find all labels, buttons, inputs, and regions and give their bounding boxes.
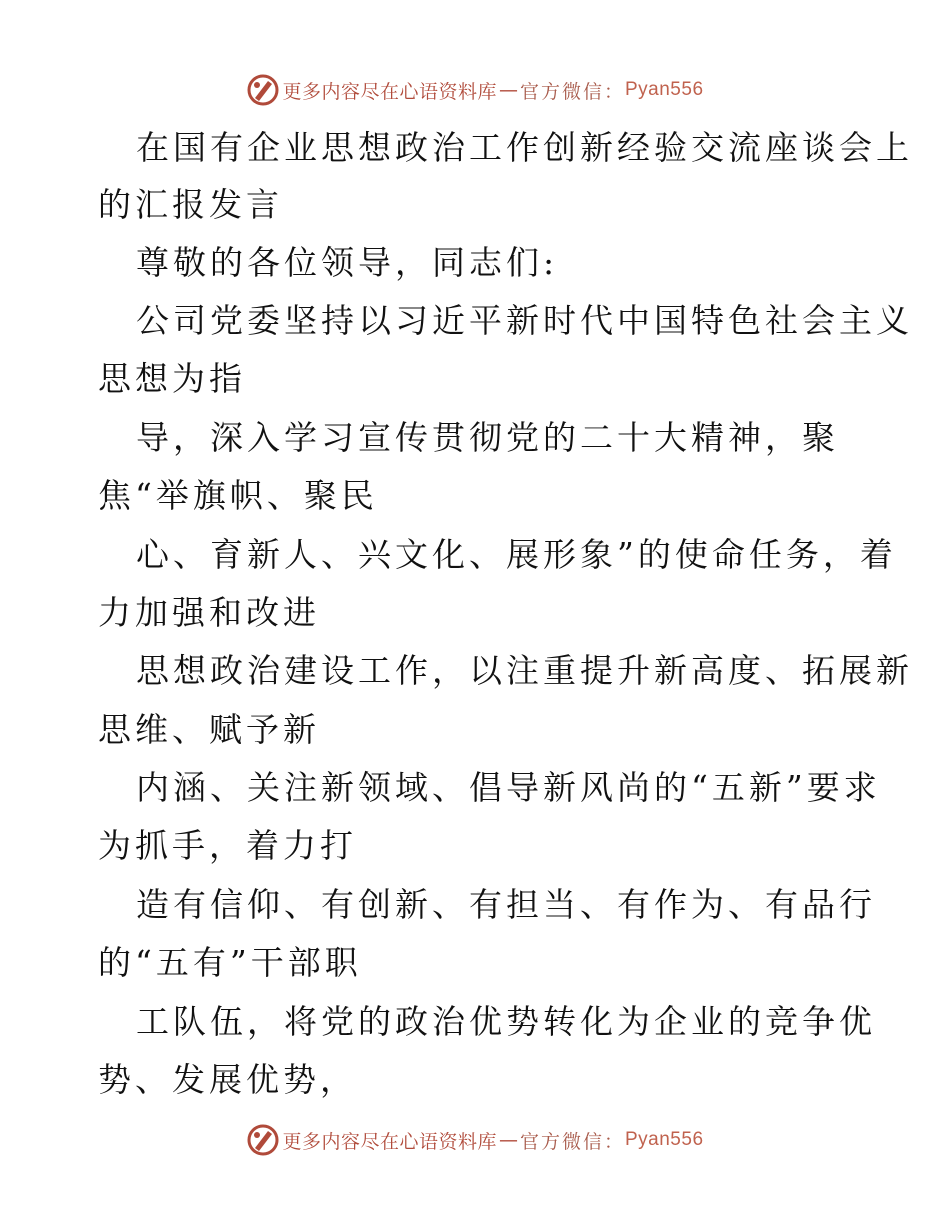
header-watermark <box>0 72 950 108</box>
watermark-id: Pyan556 <box>625 79 704 100</box>
watermark-dash: — <box>498 1129 518 1151</box>
text-line: 内涵、关注新领域、倡导新风尚的“五新”要求 <box>136 768 881 807</box>
text-line: 焦“举旗帜、聚民 <box>98 476 378 515</box>
text-line: 势、发展优势， <box>98 1060 357 1099</box>
text-line: 工队伍，将党的政治优势转化为企业的竞争优 <box>136 1002 876 1041</box>
text-line: 心、育新人、兴文化、展形象”的使命任务，着 <box>136 535 897 574</box>
title-line-1: 在国有企业思想政治工作创新经验交流座谈会上 <box>136 128 913 167</box>
watermark-dash: — <box>498 79 518 101</box>
text-line: 思想为指 <box>98 359 246 398</box>
pen-logo-icon <box>246 1123 280 1157</box>
watermark-label: 官方微信： <box>519 1130 625 1153</box>
watermark-label: 官方微信： <box>519 80 625 103</box>
watermark-text: 更多内容尽在心语资料库 <box>282 1130 497 1153</box>
salutation: 尊敬的各位领导，同志们: <box>136 243 559 282</box>
text-line: 导，深入学习宣传贯彻党的二十大精神，聚 <box>136 418 839 457</box>
text-line: 思维、赋予新 <box>98 710 320 749</box>
text-line: 为抓手，着力打 <box>98 826 357 865</box>
watermark-id: Pyan556 <box>625 1129 704 1150</box>
text-line: 思想政治建设工作，以注重提升新高度、拓展新 <box>136 651 913 690</box>
text-line: 力加强和改进 <box>98 593 320 632</box>
text-line: 公司党委坚持以习近平新时代中国特色社会主义 <box>136 301 913 340</box>
pen-logo-icon <box>246 73 280 107</box>
text-line: 造有信仰、有创新、有担当、有作为、有品行 <box>136 885 876 924</box>
text-line: 的“五有”干部职 <box>98 943 362 982</box>
title-line-2: 的汇报发言 <box>98 185 283 224</box>
watermark-text: 更多内容尽在心语资料库 <box>282 80 497 103</box>
footer-watermark <box>0 1122 950 1158</box>
